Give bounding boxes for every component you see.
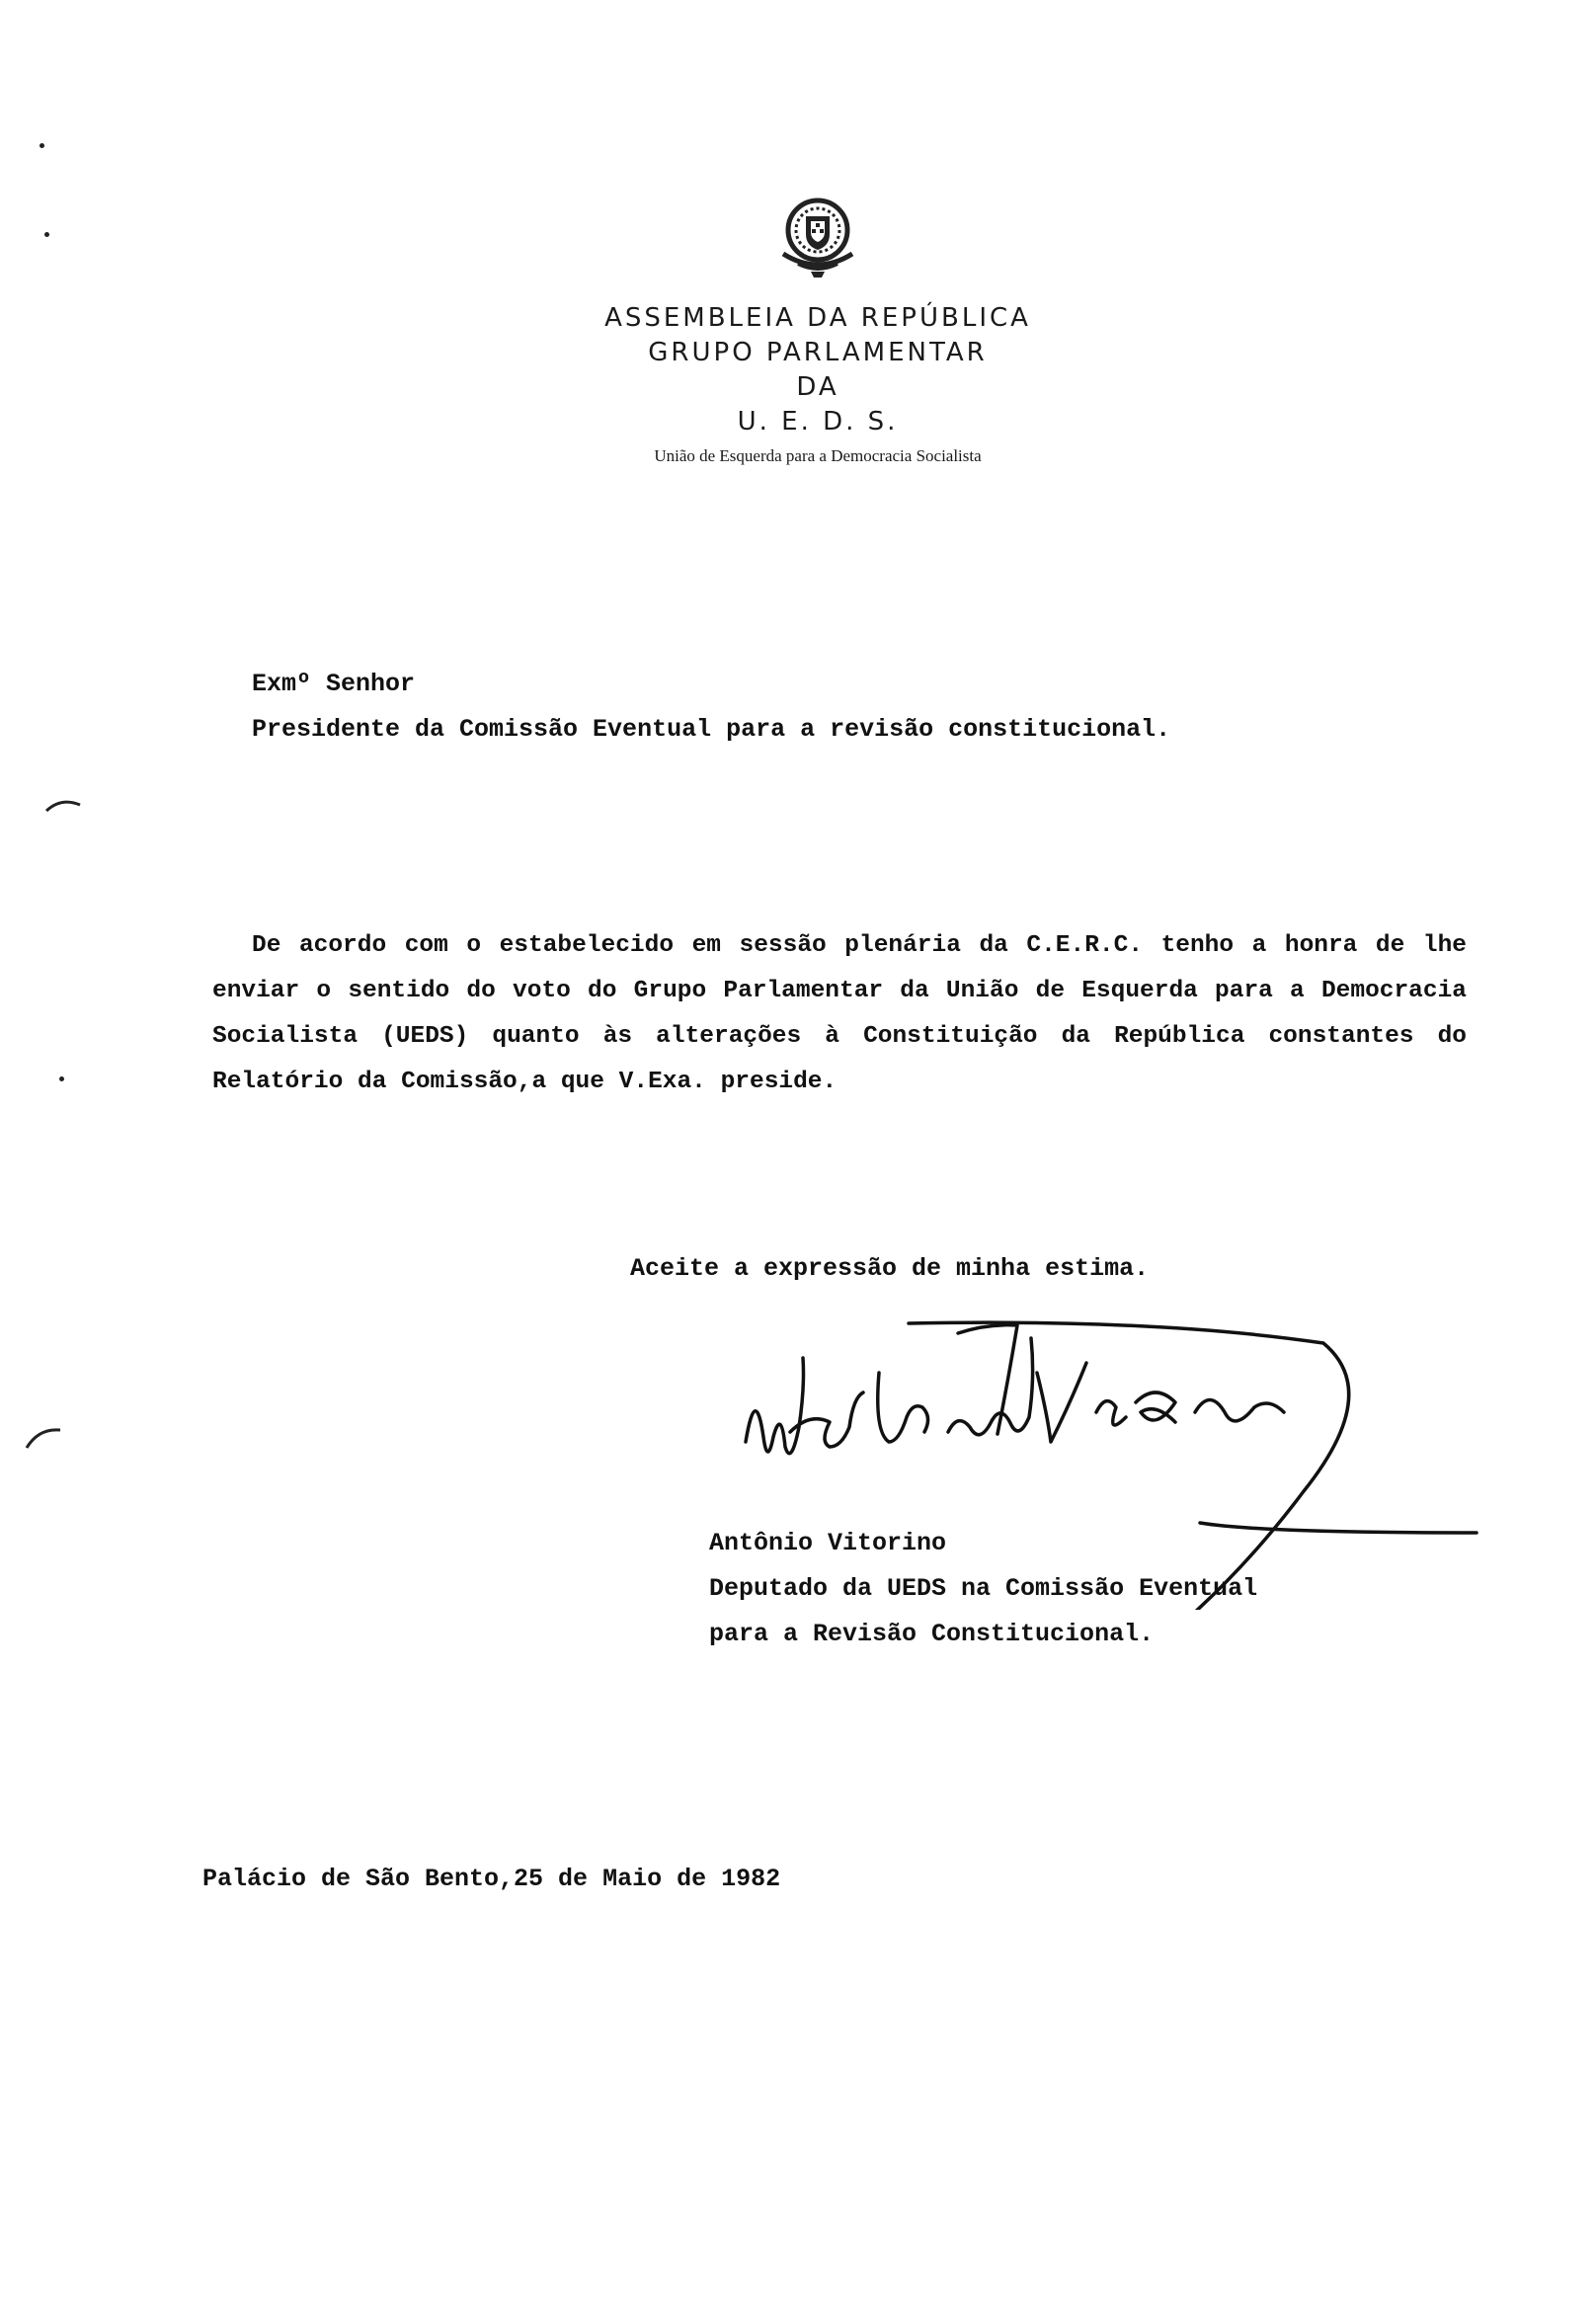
letterhead-da: DA [796, 372, 839, 402]
signer-title-line2: para a Revisão Constitucional. [709, 1620, 1155, 1648]
scan-speck [40, 143, 44, 148]
recipient: Presidente da Comissão Eventual para a revisão constitucional. [252, 715, 1171, 744]
coat-of-arms-icon [773, 193, 862, 291]
signer-block [709, 1521, 1257, 1657]
address-block [252, 662, 1170, 753]
closing-line: Aceite a expressão de minha estima. [630, 1254, 1150, 1283]
letterhead [0, 193, 1596, 469]
salutation: Exmº Senhor [252, 670, 416, 698]
body-paragraph: De acordo com o estabelecido em sessão plenária da C.E.R.C. tenho a honra de lhe enviar o sentido do voto do Grupo Parlamentar da União de Esquerda para a Democracia Socialista (UEDS) quanto às alterações à Constituição da República constantes do Relatório da Comissão,a que V.Exa. preside. [212, 932, 1467, 1095]
place-date: Palácio de São Bento,25 de Maio de 1982 [202, 1865, 781, 1893]
letterhead-party: U. E. D. S. [737, 407, 899, 437]
scan-speck [44, 232, 49, 237]
letterhead-group: GRUPO PARLAMENTAR [648, 338, 988, 367]
letterhead-title: ASSEMBLEIA DA REPÚBLICA [604, 303, 1031, 333]
signer-name: Antônio Vitorino [709, 1529, 947, 1557]
signer-title-line1: Deputado da UEDS na Comissão Eventual [709, 1574, 1258, 1603]
scan-mark [25, 1422, 64, 1452]
letterhead-subtitle: União de Esquerda para a Democracia Socialista [654, 446, 982, 465]
scan-mark [44, 795, 84, 815]
scan-speck [59, 1076, 64, 1081]
